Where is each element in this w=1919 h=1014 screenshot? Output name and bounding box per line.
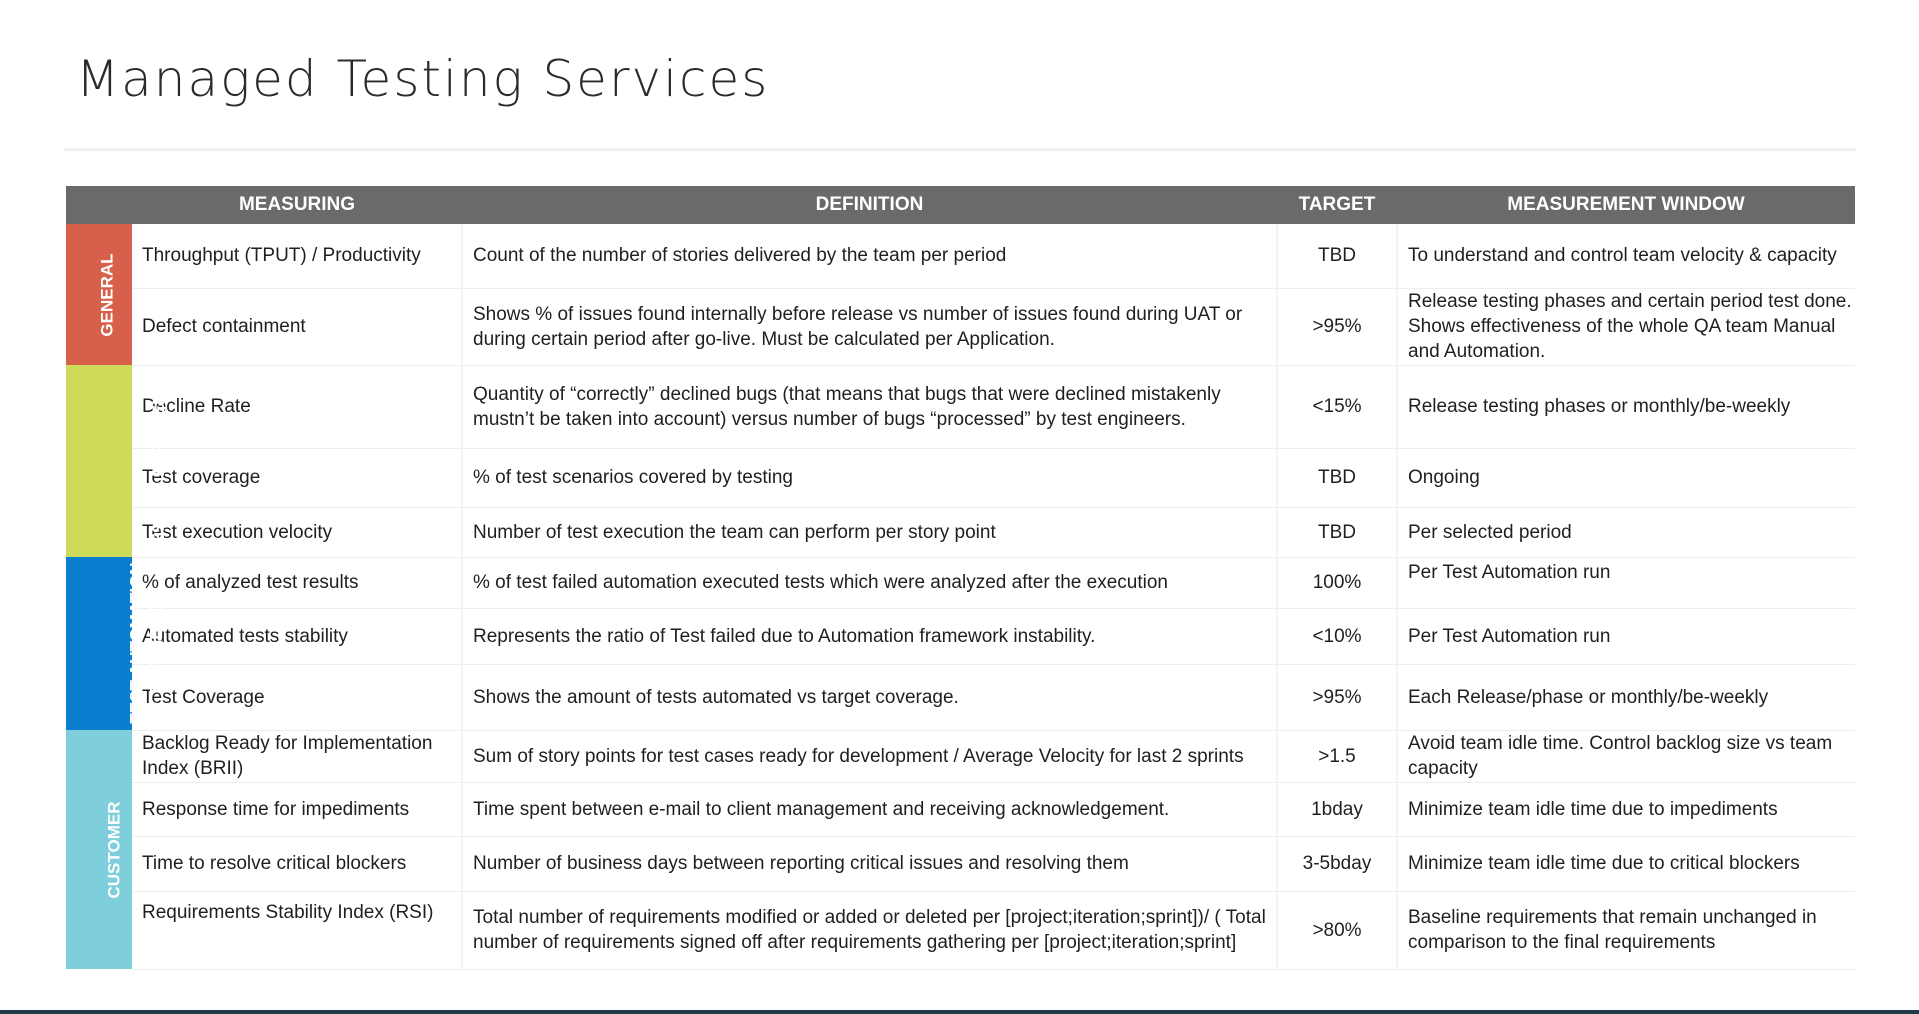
cell-target: TBD [1277, 224, 1397, 288]
cell-measuring: Decline Rate [132, 365, 462, 448]
table-row [66, 891, 1855, 969]
category-label-testing: TESTING EFFECIENCY [149, 368, 169, 555]
table-row [66, 448, 1855, 507]
category-label-automation-line2: EFFICIENCY [146, 591, 166, 694]
cell-measuring: Test execution velocity [132, 507, 462, 557]
cell-target: 100% [1277, 557, 1397, 608]
category-label-general: GENERAL [97, 253, 117, 337]
category-general [66, 224, 132, 365]
cell-definition: Represents the ratio of Test failed due to Automation framework instability. [462, 608, 1277, 664]
cell-definition: Number of test execution the team can perform per story point [462, 507, 1277, 557]
table-header-row [66, 186, 1855, 224]
cell-window: Minimize team idle time due to critical blockers [1397, 836, 1855, 891]
cell-window: Ongoing [1397, 448, 1855, 507]
cell-target: >95% [1277, 288, 1397, 365]
cell-window: Per Test Automation run [1397, 557, 1855, 608]
header-category [66, 186, 132, 224]
table-row [66, 507, 1855, 557]
title-divider [64, 148, 1856, 151]
cell-definition: Count of the number of stories delivered by the team per period [462, 224, 1277, 288]
cell-target: >1.5 [1277, 730, 1397, 782]
cell-measuring: Throughput (TPUT) / Productivity [132, 224, 462, 288]
category-label-customer: CUSTOMER [104, 801, 124, 899]
cell-definition: % of test failed automation executed tests which were analyzed after the execution [462, 557, 1277, 608]
cell-measuring: Test coverage [132, 448, 462, 507]
cell-window: Each Release/phase or monthly/be-weekly [1397, 664, 1855, 730]
kpi-table-container [66, 186, 1855, 970]
cell-window: Release testing phases or monthly/be-weekly [1397, 365, 1855, 448]
cell-window: Per Test Automation run [1397, 608, 1855, 664]
cell-target: <10% [1277, 608, 1397, 664]
cell-measuring: Backlog Ready for Implementation Index (BRII) [132, 730, 462, 782]
cell-window: Minimize team idle time due to impediments [1397, 782, 1855, 836]
table-row [66, 557, 1855, 608]
header-target: TARGET [1277, 186, 1397, 224]
page-title: Managed Testing Services [76, 50, 770, 108]
table-row [66, 608, 1855, 664]
cell-measuring: Time to resolve critical blockers [132, 836, 462, 891]
cell-window: To understand and control team velocity & capacity [1397, 224, 1855, 288]
cell-measuring: Automated tests stability [132, 608, 462, 664]
cell-window: Release testing phases and certain period test done. Shows effectiveness of the whole QA team Manual and Automation. [1397, 288, 1855, 365]
cell-window: Per selected period [1397, 507, 1855, 557]
cell-target: 1bday [1277, 782, 1397, 836]
cell-window: Baseline requirements that remain unchanged in comparison to the final requirements [1397, 891, 1855, 969]
cell-measuring: Response time for impediments [132, 782, 462, 836]
header-measuring: MEASURING [132, 186, 462, 224]
table-row [66, 782, 1855, 836]
cell-measuring: Requirements Stability Index (RSI) [132, 891, 462, 969]
table-row [66, 664, 1855, 730]
category-label-automation-line1: TEST AUTOMATION [126, 561, 146, 724]
table-row [66, 365, 1855, 448]
cell-measuring: Test Coverage [132, 664, 462, 730]
header-definition: DEFINITION [462, 186, 1277, 224]
category-label-automation [127, 562, 167, 723]
cell-target: TBD [1277, 448, 1397, 507]
cell-target: <15% [1277, 365, 1397, 448]
cell-definition: Shows % of issues found internally before release vs number of issues found during UAT or during certain period after go-live. Must be calculated per Application. [462, 288, 1277, 365]
category-testing [66, 365, 169, 557]
cell-definition: Number of business days between reporting critical issues and resolving them [462, 836, 1277, 891]
footer-divider [0, 1010, 1919, 1014]
category-customer [66, 730, 132, 969]
cell-target: >80% [1277, 891, 1397, 969]
cell-target: >95% [1277, 664, 1397, 730]
cell-target: 3-5bday [1277, 836, 1397, 891]
cell-definition: Quantity of “correctly” declined bugs (that means that bugs that were declined mistakenly mustn’t be taken into account) versus number of bugs “processed” by test engineers. [462, 365, 1277, 448]
cell-definition: Shows the amount of tests automated vs target coverage. [462, 664, 1277, 730]
cell-definition: Time spent between e-mail to client management and receiving acknowledgement. [462, 782, 1277, 836]
cell-measuring: % of analyzed test results [132, 557, 462, 608]
cell-measuring: Defect containment [132, 288, 462, 365]
cell-definition: % of test scenarios covered by testing [462, 448, 1277, 507]
table-row [66, 224, 1855, 288]
category-automation [66, 557, 166, 730]
header-window: MEASUREMENT WINDOW [1397, 186, 1855, 224]
table-row [66, 730, 1855, 782]
cell-definition: Sum of story points for test cases ready for development / Average Velocity for last 2 sprints [462, 730, 1277, 782]
table-row [66, 288, 1855, 365]
cell-definition: Total number of requirements modified or added or deleted per [project;iteration;sprint])/ ( Total number of requirements signed off after requirements gathering per [project;iteration;sprint] [462, 891, 1277, 969]
table-row [66, 836, 1855, 891]
kpi-table [66, 186, 1855, 970]
cell-window: Avoid team idle time. Control backlog size vs team capacity [1397, 730, 1855, 782]
cell-target: TBD [1277, 507, 1397, 557]
